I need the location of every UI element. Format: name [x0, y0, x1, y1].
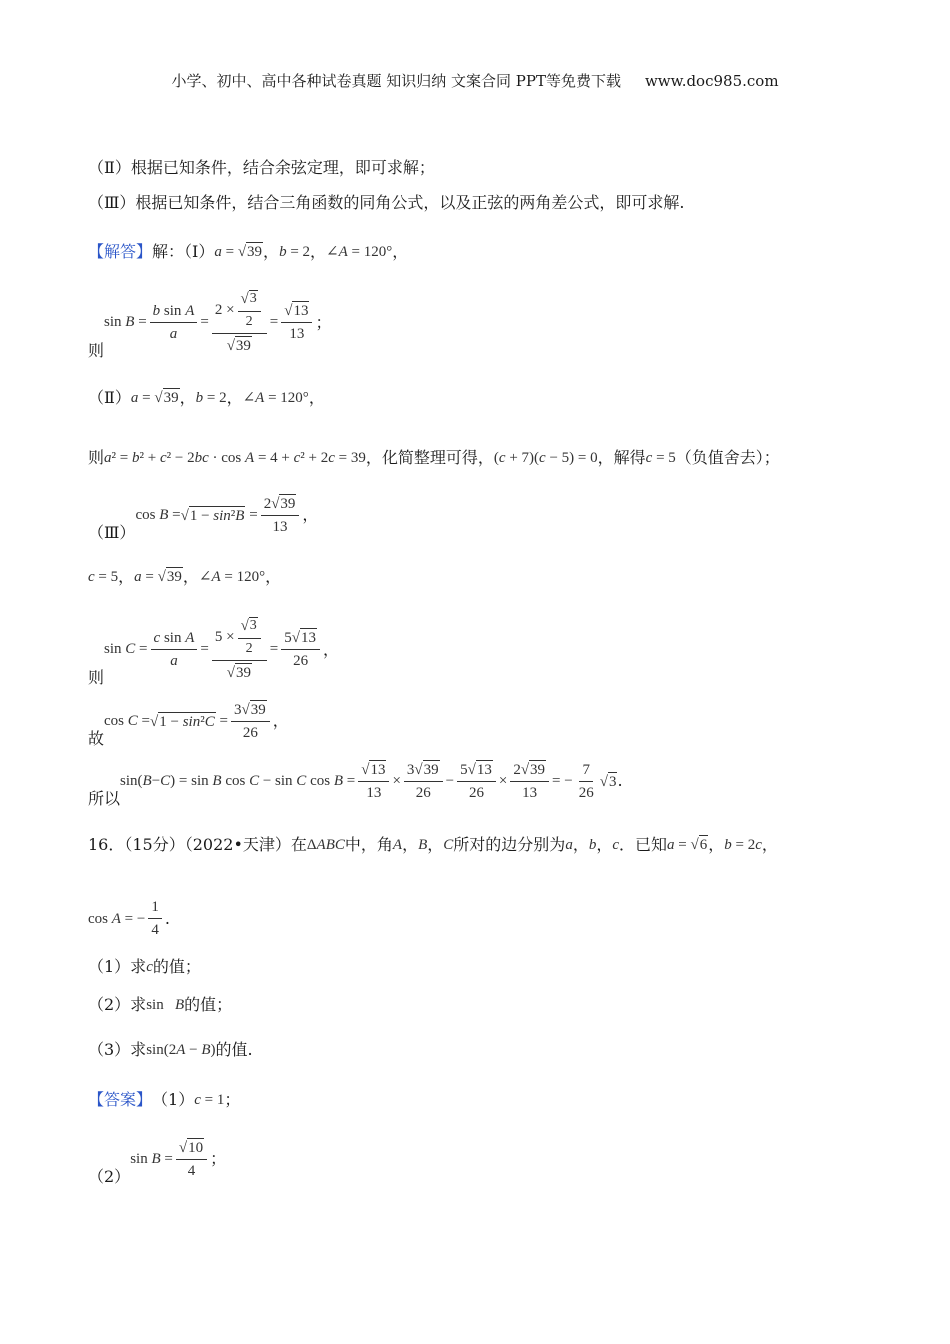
math-c5: c = 5 [645, 449, 676, 466]
answer-1: 【答案】 （1） c = 1 ； [88, 1090, 241, 1109]
solution-part-3-given: c = 5 ， a = √ 39 ， ∠A = 120° ， [88, 567, 282, 586]
header-title: 小学、初中、高中各种试卷真题 知识归纳 文案合同 PPT等免费下载 [171, 72, 621, 90]
hint-part-3: （Ⅲ）根据已知条件，结合三角函数的同角公式，以及正弦的两角差公式，即可求解. [88, 193, 685, 212]
math-B: B [418, 836, 428, 853]
math-a-sqrt6: a = √ 6 [667, 837, 708, 854]
answer-tag: 【答案】 [88, 1090, 153, 1109]
math-b2: b = 2 [195, 389, 227, 406]
math-factor: (c + 7)(c − 5) = 0 [493, 449, 598, 466]
word-ze: 则 [88, 448, 105, 467]
question-2 [88, 995, 232, 1014]
math-answer-2: sin B = √ 10 4 [130, 1138, 210, 1180]
label-part-2: （Ⅱ） [88, 388, 131, 407]
question-1 [88, 957, 201, 976]
math-sinBminusC: sin( B − C ) = sin B cos C − sin C cos B = √ 13 13 × 3 √ 39 26 − 5 √ 13 26 × 2 √ 39 13 = − $\frac{7}{26}$ √ 3 [120, 761, 617, 801]
question-3 [88, 1040, 253, 1059]
math-q2-sinB: sin B [146, 996, 185, 1013]
solution-cosC: 故 cos C = √ 1 − sin²C = 3 √ 39 26 ， [88, 702, 289, 748]
math-angle2: ∠A = 120° [242, 389, 309, 406]
word-ze: 则 [88, 341, 105, 361]
text-negative-discard: （负值舍去）； [675, 448, 780, 467]
solution-sinC: 则 sin C = $\frac{\text{c sin A}}{a}$ = 5 × √ 3 2 √ 39 = 5 √ 13 26 ， [88, 618, 340, 688]
problem-16-statement: 16．（15分）（2022•天津）在 ΔABC 中，角 A ， B ， C 所对的边分别为 a ， b ， c ．已知 a = √ 6 ， b = 2c ， [88, 835, 778, 854]
answer-1-label: （1） [152, 1090, 195, 1109]
solution-cosB: （Ⅲ） cos B = √ 1 − sin²B = 2 √ 39 13 ， [88, 496, 319, 542]
problem-16-prefix: 16．（15分）（2022•天津）在 [88, 835, 307, 854]
math-cosB: cos B = √ 1 − sin²B = 2 √ 39 13 [135, 494, 302, 536]
math-cosine-law: a² = b² + c² − 2bc · cos A = 4 + c² + 2c = 39 [104, 449, 366, 466]
solution-part-1-given: 【解答】 解：（Ⅰ） a = √ 39 ， b = 2 ， ∠A = 120° ， [88, 242, 409, 261]
problem-16-mid3: ．已知 [619, 835, 668, 854]
math-sinB: sin B = $\frac{\text{b sin A}}{a}$ = 2 × √ 3 2 √ 39 = √ 13 13 [104, 290, 315, 355]
math-a3: a = √ 39 [134, 569, 182, 586]
q1-end: 的值； [152, 957, 201, 976]
math-cosC: cos C = √ 1 − sin²C = 3 √ 39 26 [104, 700, 273, 742]
math-c: c = 5 [88, 568, 119, 585]
word-ze: 则 [88, 668, 105, 688]
header-site: www.doc985.com [644, 72, 779, 90]
math-angle3: ∠A = 120° [198, 568, 266, 585]
problem-16-mid1: 中，角 [344, 835, 393, 854]
text-solve: ，解得 [597, 448, 646, 467]
math-answer-1: c = 1 [194, 1091, 225, 1108]
solution-cosine-law [88, 448, 780, 467]
q1-label: （1）求 [88, 957, 147, 976]
word-gu: 故 [88, 728, 105, 748]
solution-tag: 【解答】 [88, 242, 153, 261]
math-b-2c: b = 2c [724, 836, 762, 853]
word-suoyi: 所以 [88, 788, 121, 808]
problem-16-cosA: cos A = − $\frac{1}{4}$ . [88, 899, 170, 938]
math-given: a = √ 39 [214, 244, 263, 261]
math-A: A [392, 836, 403, 853]
math-q3: sin(2A − B) [146, 1041, 216, 1058]
answer-2: （2） sin B = √ 10 4 ； [88, 1140, 227, 1186]
label-part-3: （Ⅲ） [88, 522, 136, 542]
text-simplify: ，化简整理可得， [365, 448, 494, 467]
solution-jie: 解：（Ⅰ） [152, 242, 215, 261]
math-C: C [443, 836, 454, 853]
q2-label: （2）求 [88, 995, 147, 1014]
answer-2-label: （2） [88, 1166, 131, 1186]
solution-part-2-given: （Ⅱ） a = √ 39 ， b = 2 ， ∠A = 120° ， [88, 388, 325, 407]
math-sinC: sin C = $\frac{\text{c sin A}}{a}$ = 5 × √ 3 2 √ 39 = 5 √ 13 26 [104, 617, 323, 682]
page-header [0, 70, 950, 91]
math-side-b: b [588, 836, 597, 853]
solution-sinBminusC: 所以 sin( B − C ) = sin B cos C − sin C cos B = √ 13 13 × 3 √ 39 26 − 5 √ 13 26 × 2 √ 39 13 = − $\frac{7}{26}$ √ 3 . [88, 761, 623, 808]
q3-end: 的值. [215, 1040, 253, 1059]
math-b: b = 2 [279, 243, 311, 260]
math-cosA: cos A = − $\frac{1}{4}$ [88, 898, 165, 939]
problem-16-mid2: 所对的边分别为 [453, 835, 566, 854]
solution-sinB: 则 sin B = $\frac{\text{b sin A}}{a}$ = 2 × √ 3 2 √ 39 = √ 13 13 ； [88, 291, 332, 361]
math-side-c: c [612, 836, 620, 853]
hint-part-2: （Ⅱ）根据已知条件，结合余弦定理，即可求解； [88, 158, 435, 177]
math-q1-c: c [146, 958, 153, 975]
math-angle: ∠A = 120° [326, 243, 393, 260]
math-a2: a = √ 39 [130, 390, 179, 407]
q3-label: （3）求 [88, 1040, 147, 1059]
math-side-a: a [565, 836, 573, 853]
q2-end: 的值； [184, 995, 233, 1014]
math-triangle: ΔABC [306, 836, 345, 853]
